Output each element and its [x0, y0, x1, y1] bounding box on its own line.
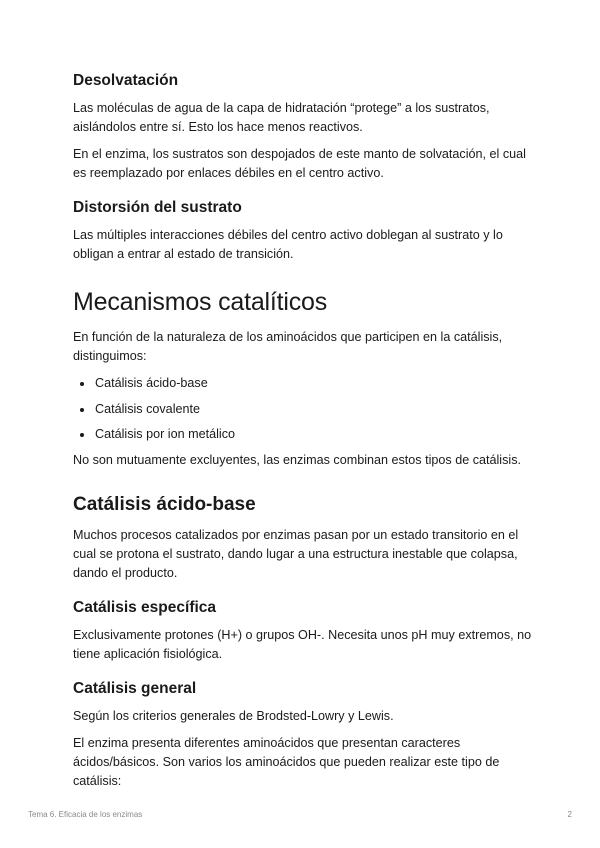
page-number: 2 [567, 810, 572, 819]
heading-distorsion: Distorsión del sustrato [73, 199, 242, 216]
document-body [73, 70, 533, 799]
paragraph: Según los criterios generales de Brodsted-Lowry y Lewis. [73, 708, 394, 723]
heading-desolvatacion: Desolvatación [73, 72, 179, 89]
bullet-list [73, 374, 533, 444]
paragraph: El enzima presenta diferentes aminoácidos que presentan caracteres ácidos/básicos. Son varios los aminoácidos que pueden realizar este tipo de catálisis: [73, 735, 500, 788]
paragraph: Las moléculas de agua de la capa de hidratación “protege” a los sustratos, aislándolos entre sí. Esto los hace menos reactivos. [73, 101, 490, 134]
paragraph: Muchos procesos catalizados por enzimas pasan por un estado transitorio en el cual se protona el sustrato, dando lugar a una estructura inestable que colapsa, dando el producto. [73, 527, 519, 580]
heading-especifica: Catálisis específica [73, 598, 217, 616]
heading-mecanismos: Mecanismos catalíticos [73, 288, 328, 316]
list-item: Catálisis ácido-base [95, 374, 533, 393]
paragraph: No son mutuamente excluyentes, las enzimas combinan estos tipos de catálisis. [73, 452, 522, 467]
paragraph: Exclusivamente protones (H+) o grupos OH-. Necesita unos pH muy extremos, no tiene aplicación fisiológica. [73, 627, 532, 661]
footer-title: Tema 6. Eficacia de los enzimas [28, 810, 143, 819]
paragraph: En función de la naturaleza de los aminoácidos que participen en la catálisis, distinguimos: [73, 330, 503, 363]
paragraph: En el enzima, los sustratos son despojados de este manto de solvatación, el cual es reemplazado por enlaces débiles en el centro activo. [73, 147, 526, 180]
paragraph: Las múltiples interacciones débiles del centro activo doblegan al sustrato y lo obligan a entrar al estado de transición. [73, 228, 503, 261]
list-item: Catálisis por ion metálico [95, 425, 533, 444]
heading-general: Catálisis general [73, 679, 197, 697]
heading-acido-base: Catálisis ácido-base [73, 493, 256, 515]
page-footer [28, 810, 572, 819]
list-item: Catálisis covalente [95, 400, 533, 419]
